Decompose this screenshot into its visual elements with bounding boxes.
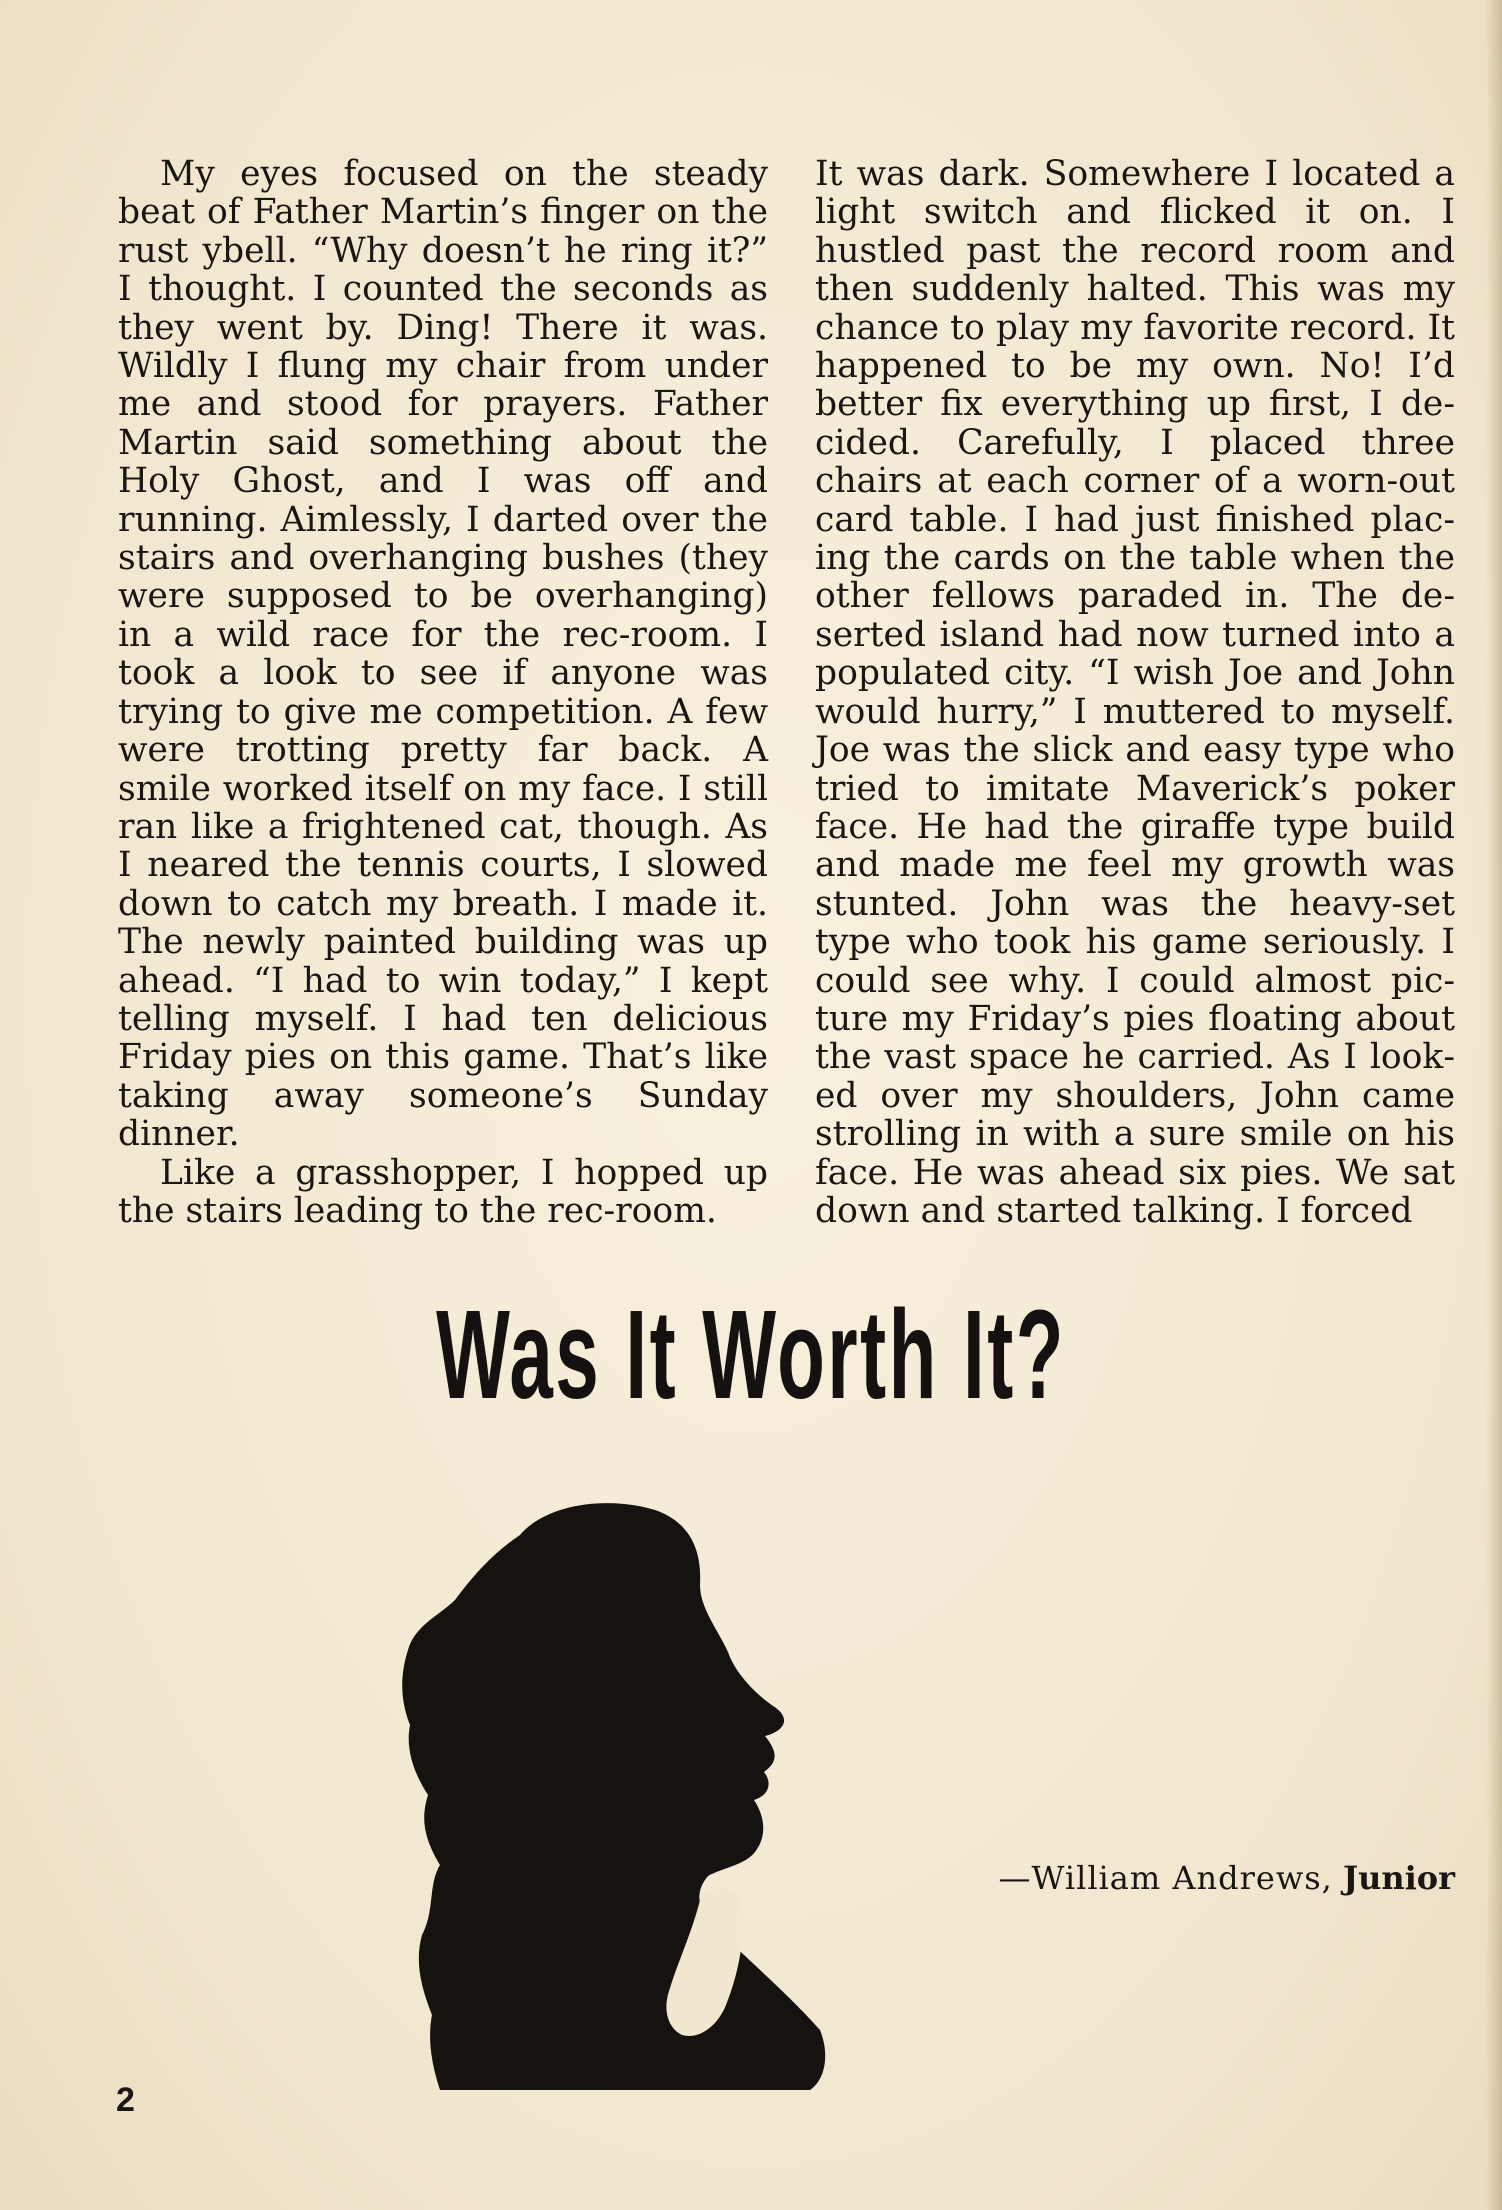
page-number: 2 [116,2081,135,2119]
author-grade: Junior [1342,1859,1455,1897]
author-byline [995,1858,1455,1898]
paragraph: Like a grasshopper, I hopped up the stairs leading to the rec-room. [118,1152,768,1231]
silhouette-head-profile-icon [400,1440,840,2090]
paragraph: My eyes focused on the steady beat of Father Martin’s finger on the rust ybell. “Why doesn’t he ring it?” I thought. I counted the seconds as they went by. Ding! There it was. Wildly I flung my chair from under me and stood for prayers. Father Martin said something about the Holy Ghost, and I was off and running. Aimlessly, I darted over the stairs and overhanging bushes (they were supposed to be overhanging) in a wild race for the rec-room. I took a look to see if anyone was trying to give me competition. A few were trotting pretty far back. A smile worked itself on my face. I still ran like a frightened cat, though. As I neared the tennis courts, I slowed down to catch my breath. I made it. The newly painted building was up ahead. “I had to win today,” I kept telling myself. I had ten delicious Friday pies on this game. That’s like taking away someone’s Sunday dinner. [118,154,768,1155]
article-title: Was It Worth It? [436,1284,1066,1425]
page-edge-shadow [1486,0,1502,2210]
author-name: —William Andrews, [998,1859,1333,1897]
paragraph: It was dark. Somewhere I located a light switch and flicked it on. I hustled past the record room and then suddenly halted. This was my chance to play my favorite record. It happened to be my own. No! I’d better fix everything up first, I decided. Carefully, I placed three chairs at each corner of a worn-out card table. I had just finished placing the cards on the table when the other fellows paraded in. The deserted island had now turned into a populated city. “I wish Joe and John would hurry,” I muttered to myself. Joe was the slick and easy type who tried to imitate Maverick’s poker face. He had the giraffe type build and made me feel my growth was stunted. John was the heavy-set type who took his game seriously. I could see why. I could almost picture my Friday’s pies floating about the vast space he carried. As I looked over my shoulders, John came strolling in with a sure smile on his face. He was ahead six pies. We sat down and started talking. I forced [815,154,1455,1231]
left-column [118,155,768,1230]
right-column [815,155,1455,1230]
